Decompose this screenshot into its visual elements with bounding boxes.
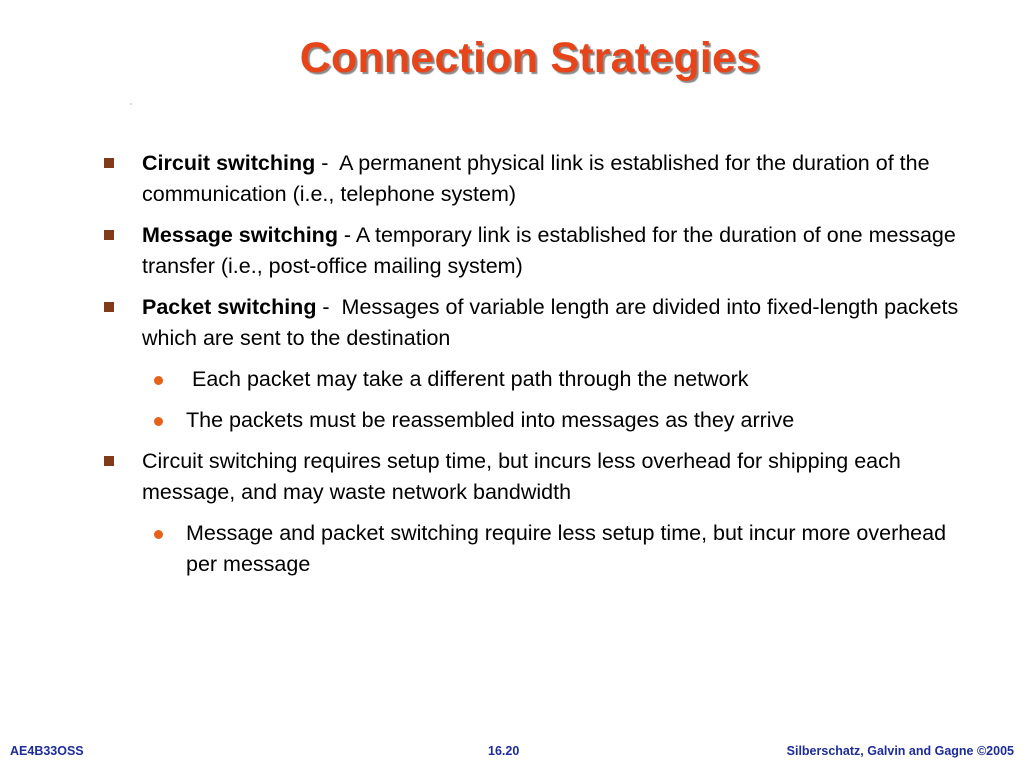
bullet-text: A permanent physical link is established for the duration of the communication (i.e., telephone system) [142,151,930,206]
subbullet-text: Each packet may take a different path through the network [186,367,749,391]
footer-copyright: Silberschatz, Galvin and Gagne ©2005 [786,744,1014,758]
bullet-separator: - [316,295,342,319]
subbullet-item [104,405,964,436]
bullet-item-circuit-switching [104,148,964,210]
bullet-list [104,148,964,590]
slide-title: Connection Strategies [299,34,761,82]
bullet-term: Packet switching [142,295,317,319]
bullet-item-tradeoffs [104,446,964,508]
bullet-separator: - [315,151,340,175]
footer-slide-number: 16.20 [488,744,520,758]
subbullet-text: Message and packet switching require less setup time, but incur more overhead per message [186,521,947,576]
bullet-text: Messages of variable length are divided into fixed-length packets which are sent to the destination [142,295,959,350]
bullet-item-packet-switching [104,292,964,354]
bullet-item-message-switching [104,220,964,282]
square-bullet-icon [104,456,114,466]
round-bullet-icon [154,417,163,426]
subbullet-text: The packets must be reassembled into messages as they arrive [186,408,795,432]
bullet-text: Circuit switching requires setup time, but incurs less overhead for shipping each message, and may waste network bandwidth [142,449,901,504]
bullet-term: Circuit switching [142,151,316,175]
round-bullet-icon [154,376,163,385]
subbullet-item [104,364,964,395]
round-bullet-icon [154,530,163,539]
bullet-text: A temporary link is established for the duration of one message transfer (i.e., post-office mailing system) [142,223,956,278]
decorative-dot [130,103,132,105]
square-bullet-icon [104,230,114,240]
square-bullet-icon [104,158,114,168]
square-bullet-icon [104,302,114,312]
subbullet-item [104,518,964,580]
bullet-separator: - [337,223,356,247]
footer-course-code: AE4B33OSS [10,744,84,758]
bullet-term: Message switching [142,223,338,247]
